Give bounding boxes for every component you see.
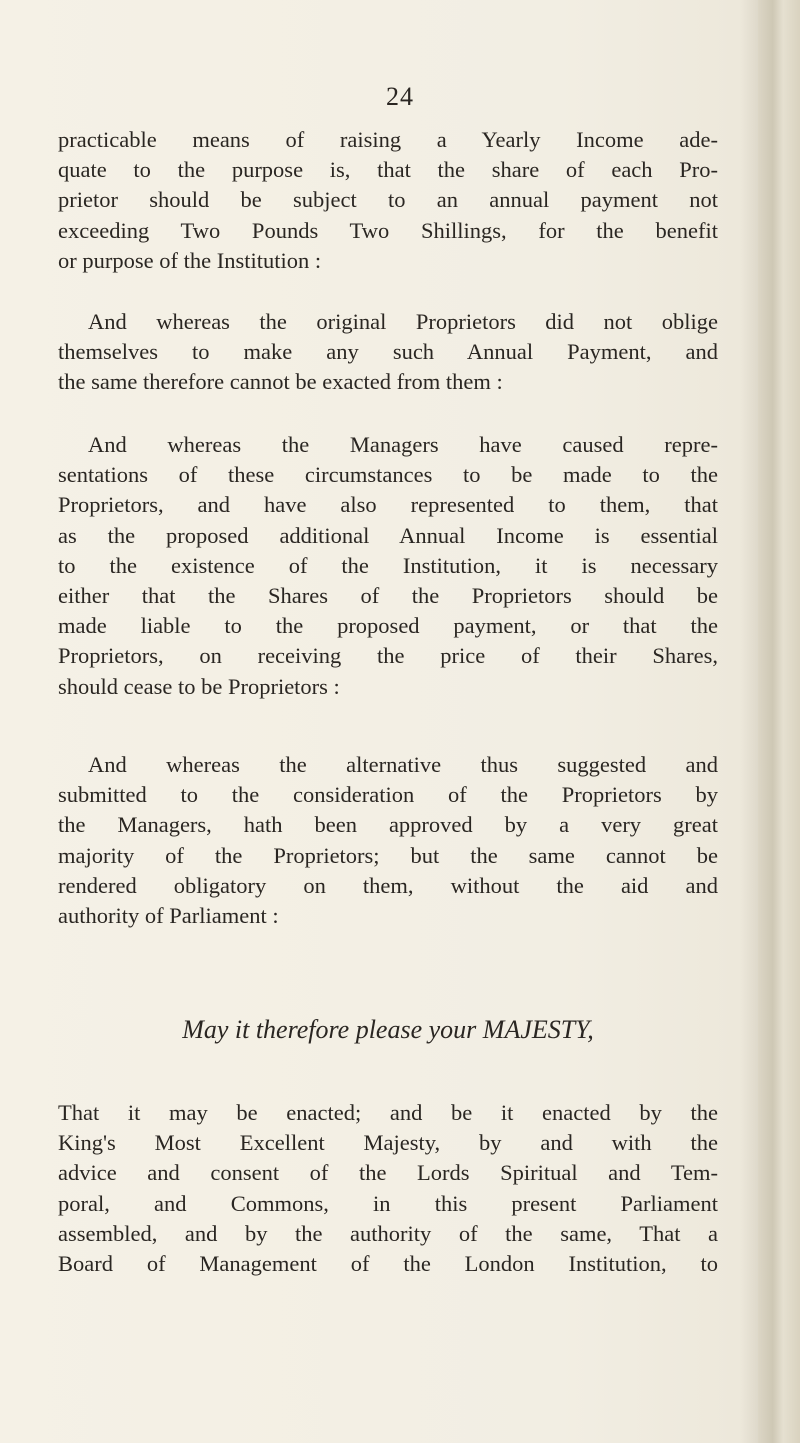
text-line: Board of Management of the London Institution, to <box>58 1251 718 1277</box>
text-line: poral, and Commons, in this present Parliament <box>58 1190 718 1216</box>
text-line: made liable to the proposed payment, or that the <box>58 613 718 639</box>
text-line: And whereas the alternative thus suggested and <box>88 752 718 777</box>
text-line: advice and consent of the Lords Spiritual and Tem- <box>58 1160 718 1186</box>
text-line: Proprietors, and have also represented to them, that <box>58 492 718 518</box>
text-line: exceeding Two Pounds Two Shillings, for the benefit <box>58 217 718 243</box>
text-line: assembled, and by the authority of the same, That a <box>58 1220 718 1246</box>
text-line: should cease to be Proprietors : <box>58 673 340 699</box>
text-line: the same therefore cannot be exacted from them : <box>58 369 503 395</box>
paragraph-3 <box>58 430 718 702</box>
text-line: practicable means of raising a Yearly Income ade- <box>58 127 718 152</box>
text-line: And whereas the Managers have caused repre- <box>88 432 718 457</box>
text-line: And whereas the original Proprietors did not oblige <box>88 309 718 334</box>
text-line: King's Most Excellent Majesty, by and with the <box>58 1130 718 1156</box>
page-number: 24 <box>386 82 414 111</box>
text-line: quate to the purpose is, that the share of each Pro- <box>58 157 718 183</box>
text-line: That it may be enacted; and be it enacted by the <box>58 1100 718 1125</box>
text-line: Proprietors, on receiving the price of their Shares, <box>58 643 718 669</box>
text-line: themselves to make any such Annual Payment, and <box>58 339 718 365</box>
text-line: rendered obligatory on them, without the aid and <box>58 872 718 898</box>
paragraph-1 <box>58 125 718 276</box>
text-line: prietor should be subject to an annual payment not <box>58 187 718 213</box>
page-edge <box>758 0 800 1443</box>
paragraph-4 <box>58 750 718 931</box>
text-line: the Managers, hath been approved by a very great <box>58 812 718 838</box>
text-line: or purpose of the Institution : <box>58 247 322 273</box>
text-line: sentations of these circumstances to be made to the <box>58 462 718 488</box>
text-line: to the existence of the Institution, it is necessary <box>58 552 718 578</box>
text-line: majority of the Proprietors; but the same cannot be <box>58 842 718 868</box>
paragraph-5 <box>58 1098 718 1279</box>
text-line: either that the Shares of the Proprietors should be <box>58 583 718 609</box>
text-line: as the proposed additional Annual Income is essential <box>58 522 718 548</box>
page-gutter-shadow <box>740 0 758 1443</box>
petition-heading: May it therefore please your MAJESTY, <box>182 1015 594 1044</box>
text-line: authority of Parliament : <box>58 903 279 929</box>
text-line: submitted to the consideration of the Proprietors by <box>58 782 718 808</box>
paragraph-2 <box>58 307 718 398</box>
